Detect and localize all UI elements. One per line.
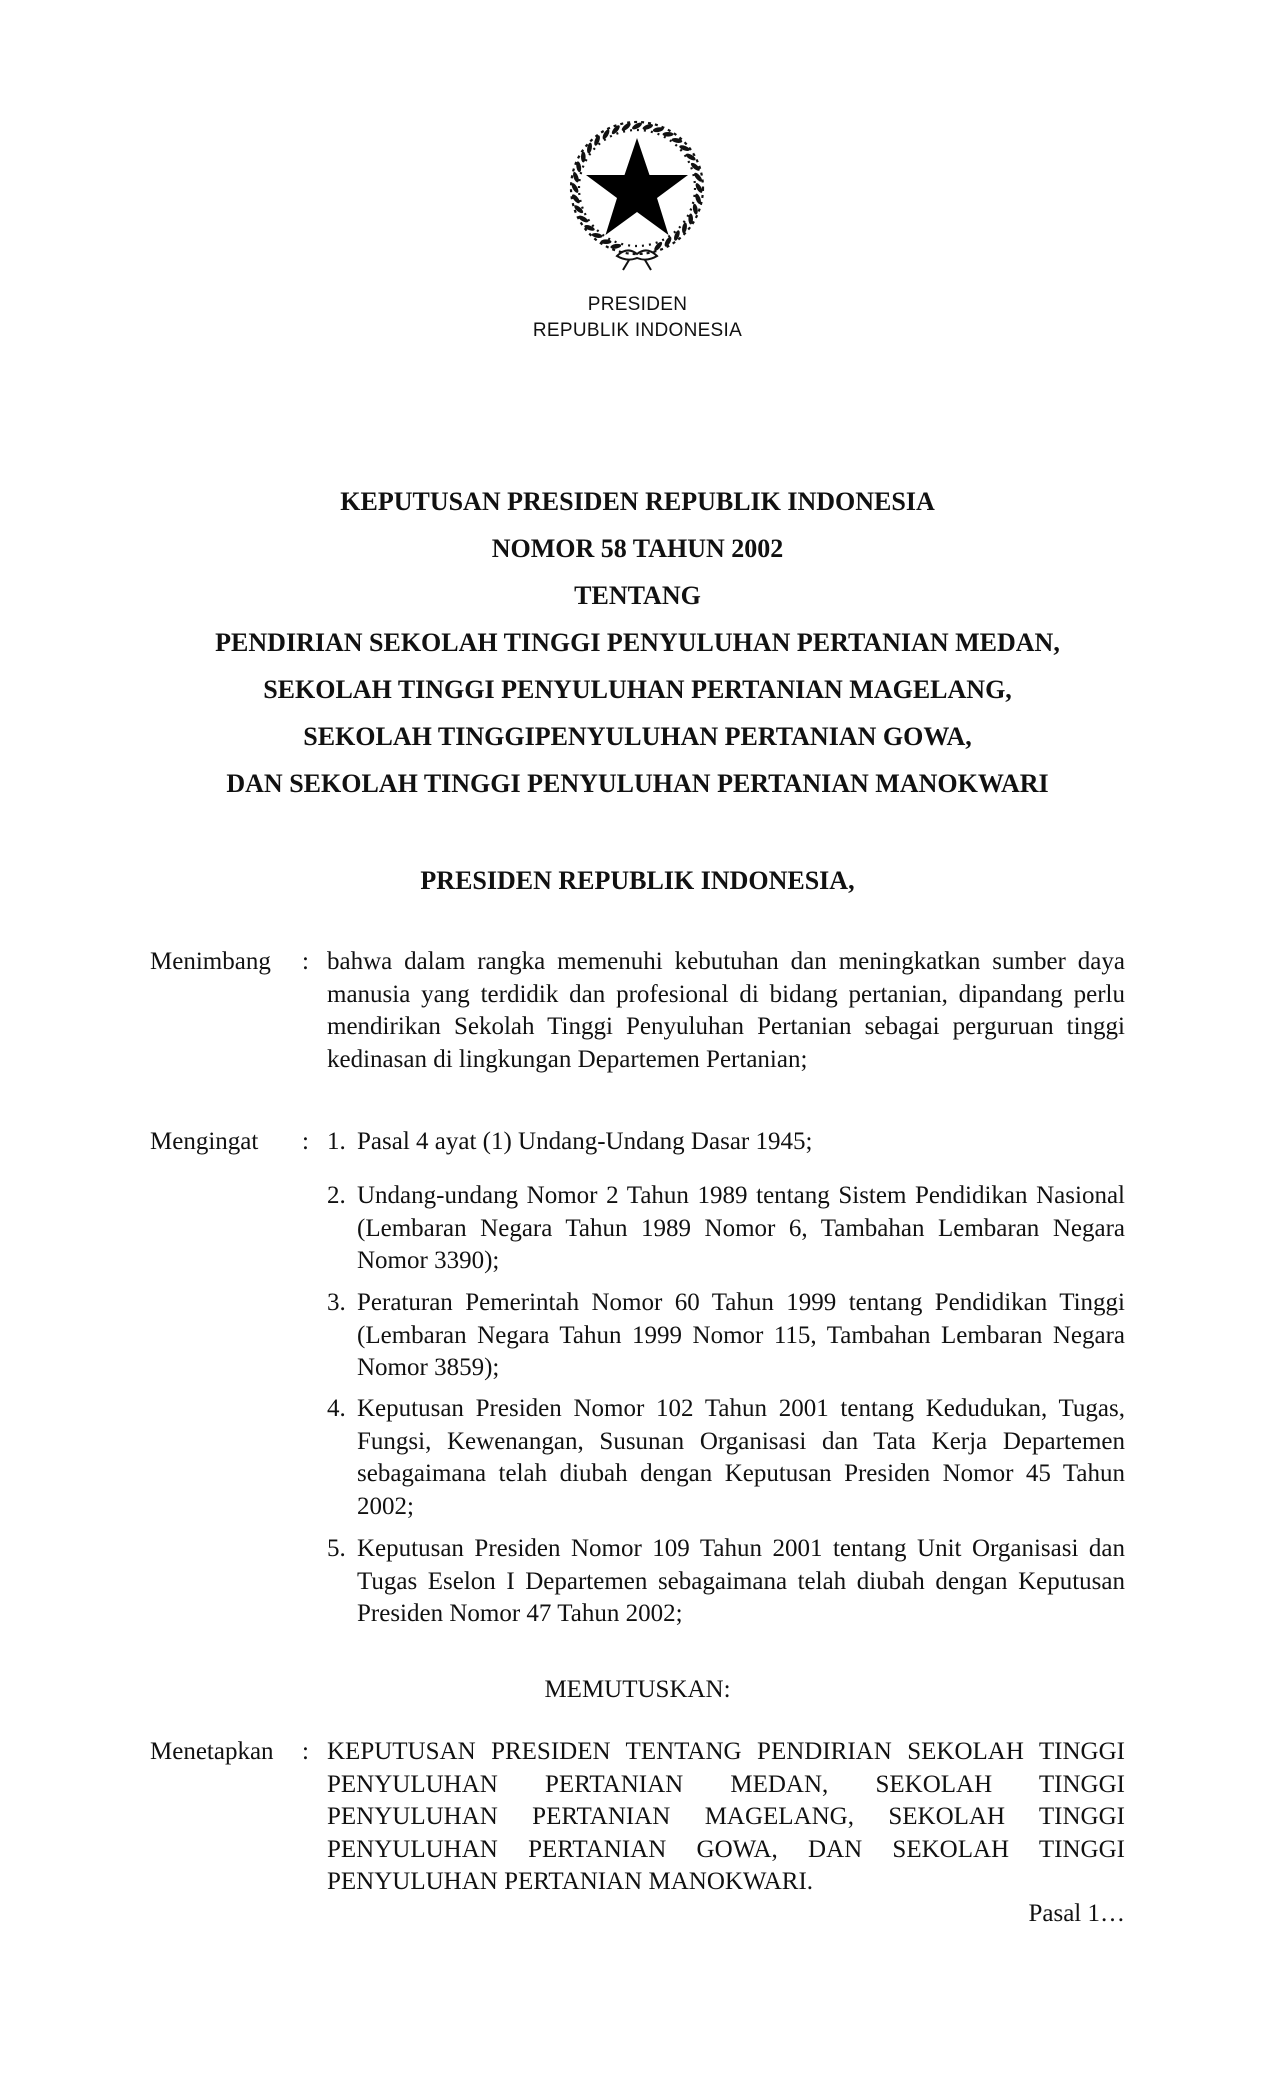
mengingat-item xyxy=(327,1180,1125,1278)
garuda-star-wreath-emblem-icon xyxy=(555,110,720,275)
decree-tentang: TENTANG xyxy=(574,581,701,610)
item-number: 4. xyxy=(327,1395,346,1422)
item-number: 5. xyxy=(327,1535,346,1562)
mengingat-colon: : xyxy=(302,1128,309,1155)
menimbang-text: bahwa dalam rangka memenuhi kebutuhan dan meningkatkan sumber daya manusia yang terdidik dan profesional di bidang pertanian, dipandang perlu mendirikan Sekolah Tinggi Penyuluhan Pertanian sebagai perguruan tinggi kedinasan di lingkungan Departemen Pertanian; xyxy=(327,948,1125,1073)
menetapkan-label: Menetapkan xyxy=(150,1738,274,1765)
item-text: Keputusan Presiden Nomor 109 Tahun 2001 tentang Unit Organisasi dan Tugas Eselon I Departemen sebagaimana telah diubah dengan Keputusan Presiden Nomor 47 Tahun 2002; xyxy=(357,1535,1125,1627)
institution-line-2: REPUBLIK INDONESIA xyxy=(532,320,743,341)
mengingat-label: Mengingat xyxy=(150,1128,259,1155)
item-text: Peraturan Pemerintah Nomor 60 Tahun 1999 tentang Pendidikan Tinggi (Lembaran Negara Tahun 1999 Nomor 115, Tambahan Lembaran Negara Nomor 3859); xyxy=(357,1289,1125,1381)
mengingat-item xyxy=(327,1287,1125,1385)
decree-title: KEPUTUSAN PRESIDEN REPUBLIK INDONESIA xyxy=(340,487,935,516)
mengingat-item xyxy=(327,1126,1125,1159)
decree-subject-line-3: SEKOLAH TINGGIPENYULUHAN PERTANIAN GOWA, xyxy=(303,722,972,751)
menimbang-label: Menimbang xyxy=(150,948,271,975)
item-number: 1. xyxy=(327,1128,346,1155)
decree-authority: PRESIDEN REPUBLIK INDONESIA, xyxy=(420,866,855,895)
menetapkan-text: KEPUTUSAN PRESIDEN TENTANG PENDIRIAN SEKOLAH TINGGI PENYULUHAN PERTANIAN MEDAN, SEKOLAH TINGGI PENYULUHAN PERTANIAN MAGELANG, SEKOLAH TINGGI PENYULUHAN PERTANIAN GOWA, DAN SEKOLAH TINGGI PENYULUHAN PERTANIAN MANOKWARI. xyxy=(327,1738,1125,1895)
wreath-leaf xyxy=(610,243,622,249)
wreath-leaf xyxy=(692,203,698,215)
wreath-leaf xyxy=(663,132,674,137)
wreath-leaf xyxy=(601,128,610,140)
wreath-leaf xyxy=(572,171,580,183)
wreath-leaf xyxy=(685,152,697,161)
item-text: Undang-undang Nomor 2 Tahun 1989 tentang Sistem Pendidikan Nasional (Lembaran Negara Tahun 1989 Nomor 6, Tambahan Lembaran Negara Nomor 3390); xyxy=(357,1182,1125,1274)
decree-subject-line-2: SEKOLAH TINGGI PENYULUHAN PERTANIAN MAGELANG, xyxy=(263,675,1012,704)
next-page-reference: Pasal 1… xyxy=(1028,1900,1125,1927)
item-number: 3. xyxy=(327,1289,346,1316)
wreath-leaf xyxy=(581,152,586,163)
item-text: Keputusan Presiden Nomor 102 Tahun 2001 tentang Kedudukan, Tugas, Fungsi, Kewenangan, Susunan Organisasi dan Tata Kerja Departemen sebagaimana telah diubah dengan Keputusan Presiden Nomor 45 Tahun 2002; xyxy=(357,1395,1125,1520)
memutuskan-heading: MEMUTUSKAN: xyxy=(544,1676,731,1703)
mengingat-item xyxy=(327,1533,1125,1631)
item-number: 2. xyxy=(327,1182,346,1209)
menetapkan-colon: : xyxy=(302,1738,309,1765)
wreath-leaf xyxy=(573,204,584,215)
wreath-leaf xyxy=(681,222,687,234)
institution-line-1: PRESIDEN xyxy=(587,294,688,315)
item-text: Pasal 4 ayat (1) Undang-Undang Dasar 1945; xyxy=(357,1128,813,1155)
wreath-leaf xyxy=(591,232,603,238)
menimbang-colon: : xyxy=(302,948,309,975)
decree-subject-line-4: DAN SEKOLAH TINGGI PENYULUHAN PERTANIAN MANOKWARI xyxy=(226,769,1049,798)
wreath-leaf xyxy=(601,239,612,244)
decree-subject-line-1: PENDIRIAN SEKOLAH TINGGI PENYULUHAN PERTANIAN MEDAN, xyxy=(215,628,1060,657)
mengingat-item xyxy=(327,1393,1125,1523)
decree-number: NOMOR 58 TAHUN 2002 xyxy=(491,534,784,563)
wreath-leaf xyxy=(577,214,589,223)
wreath-leaf xyxy=(642,123,654,131)
wreath-leaf xyxy=(688,214,693,225)
